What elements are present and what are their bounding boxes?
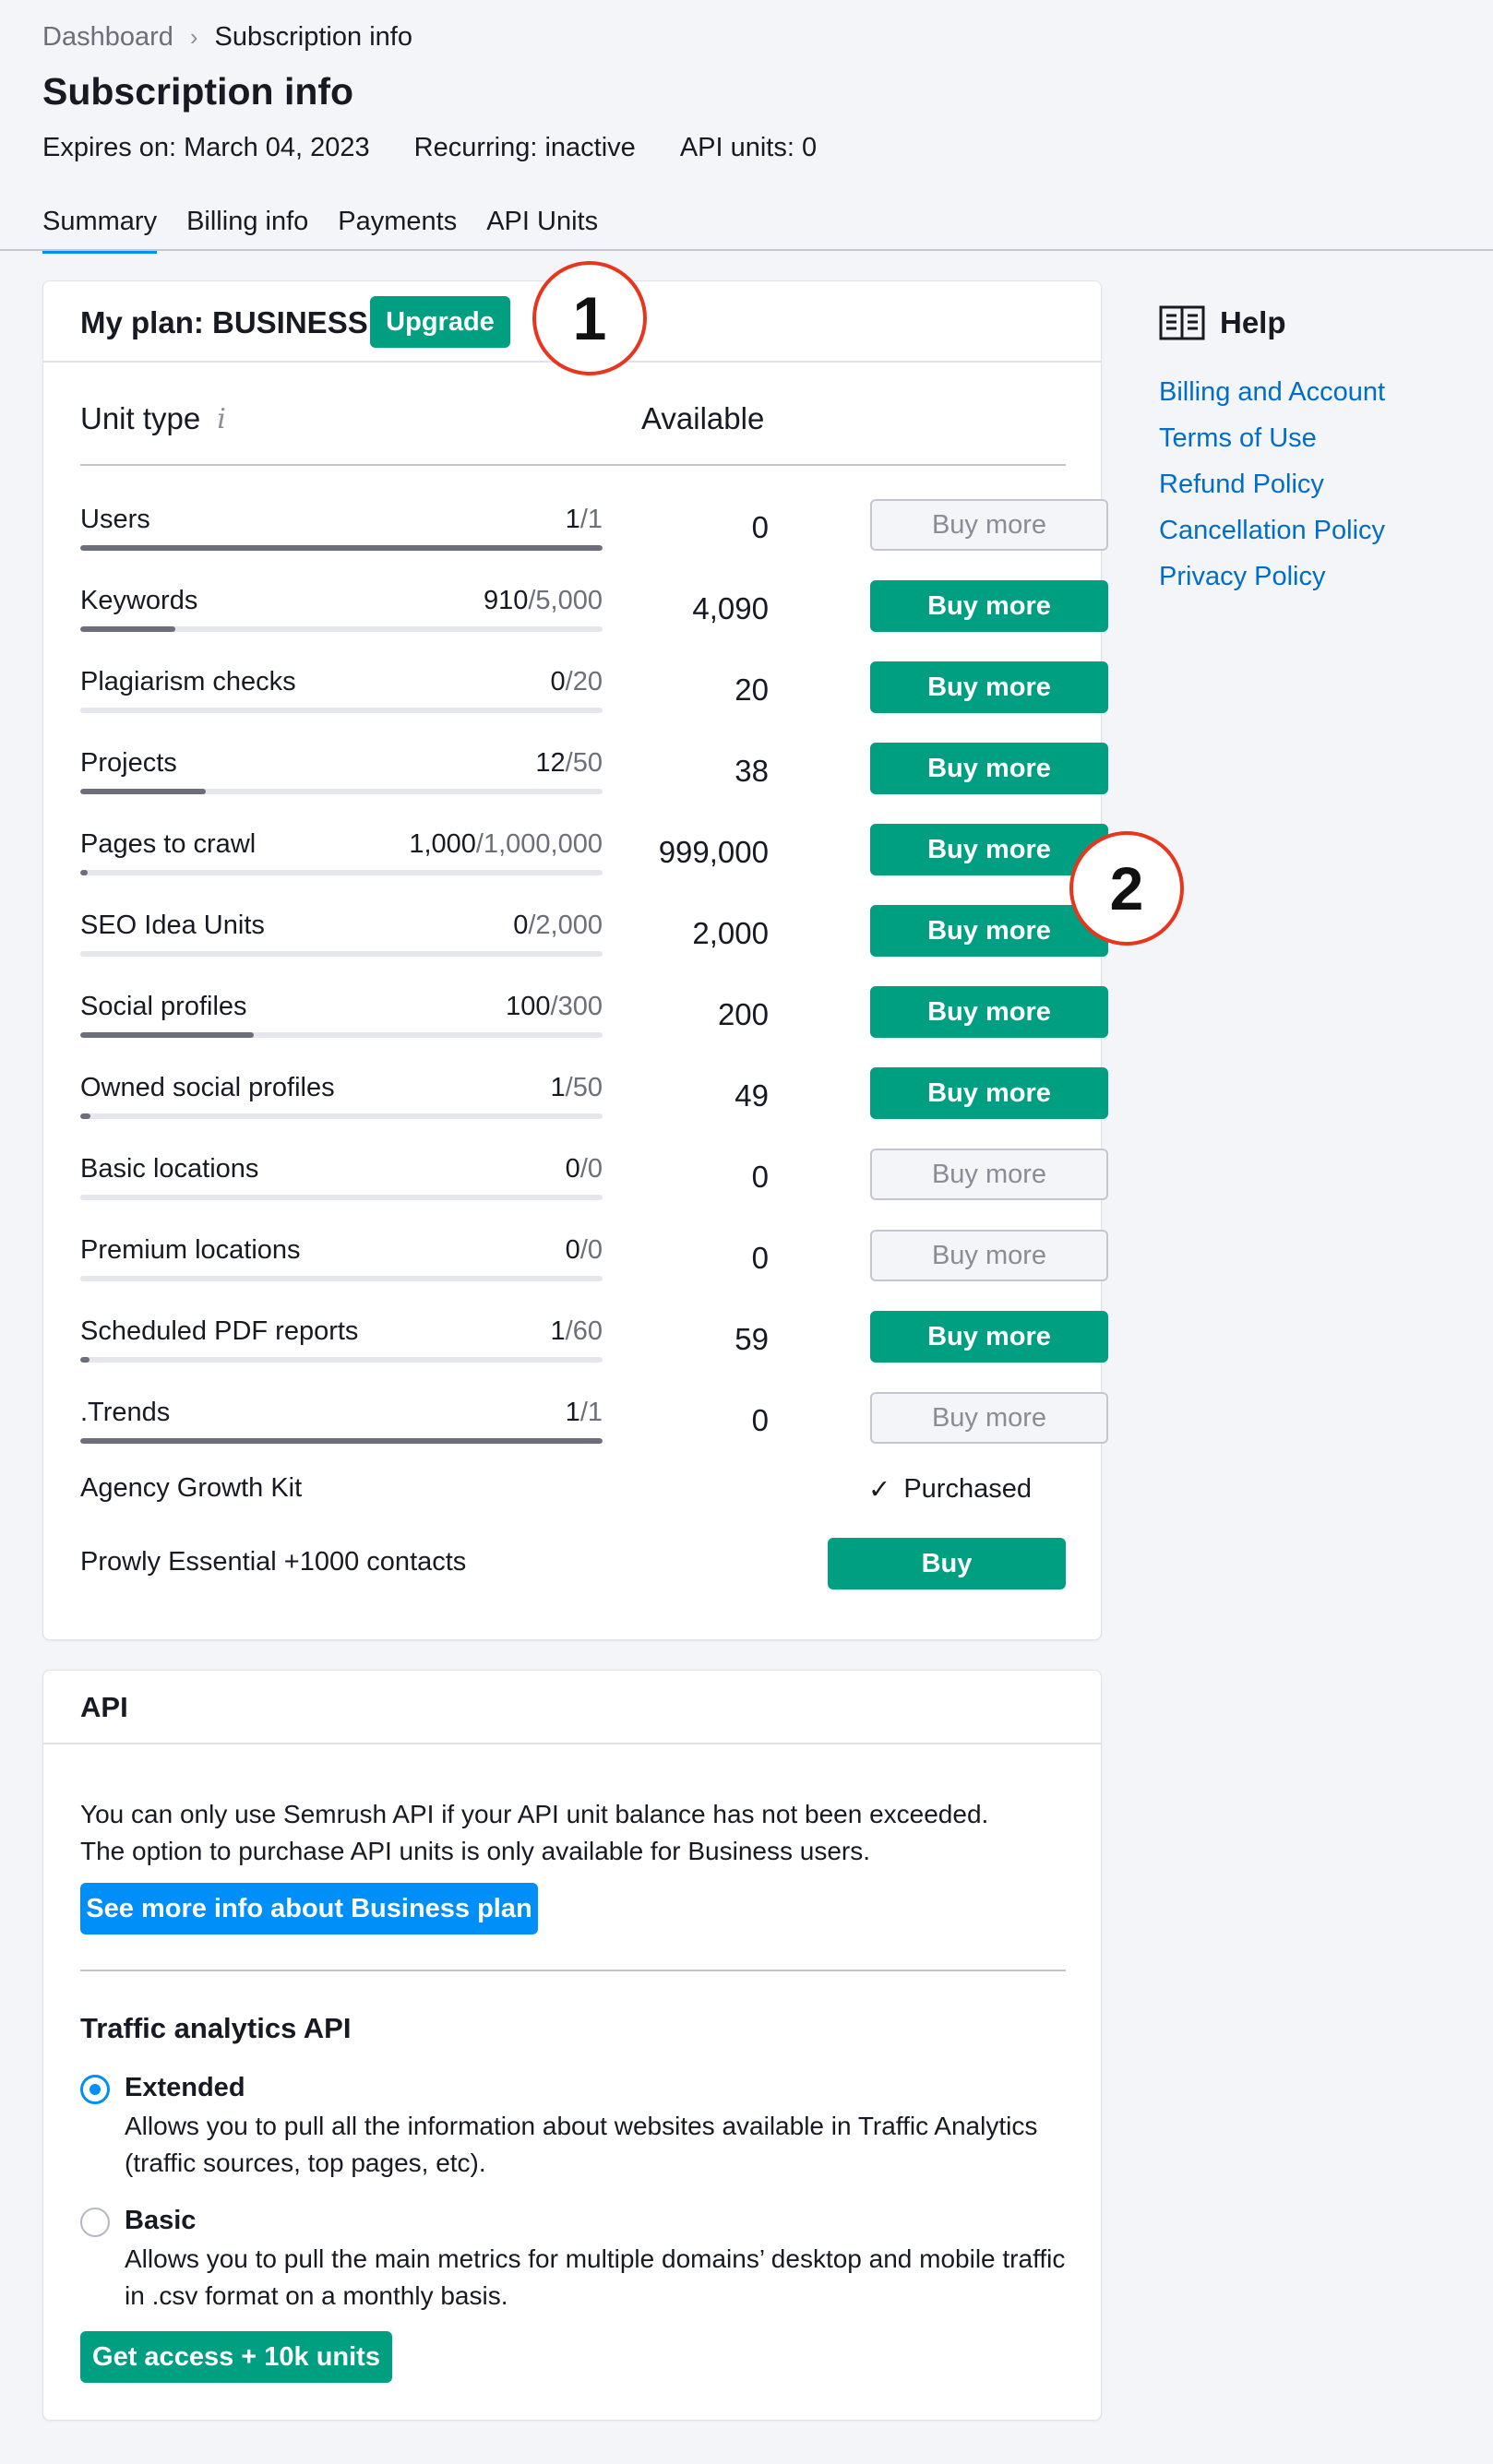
- unit-limit: /50: [565, 1073, 603, 1102]
- usage-bar-fill: [80, 789, 206, 794]
- extended-label[interactable]: Extended: [125, 2073, 245, 2102]
- unit-limit: /1: [579, 1398, 603, 1427]
- plan-card: [42, 280, 1144, 1640]
- api-card-header: [43, 1671, 1101, 1744]
- unit-row: [80, 1145, 1066, 1211]
- unit-used: 0: [513, 911, 529, 940]
- api-card: [42, 1670, 1102, 2421]
- unit-row: [80, 982, 1066, 1049]
- header-divider: [80, 464, 1066, 466]
- unit-used: 1,000: [409, 829, 476, 859]
- unit-available: 49: [735, 1078, 769, 1113]
- recurring-text: Recurring: inactive: [413, 133, 636, 162]
- unit-available: 200: [717, 997, 769, 1031]
- traffic-analytics-title: Traffic analytics API: [80, 2012, 352, 2044]
- tab-api-units[interactable]: API Units: [486, 207, 599, 236]
- prowly-buy-button[interactable]: Buy: [828, 1538, 1066, 1589]
- buy-more-button[interactable]: Buy more: [870, 661, 1108, 713]
- api-units-text: API units: 0: [679, 133, 818, 162]
- unit-name: Projects: [80, 748, 177, 778]
- help-link-privacy-policy[interactable]: Privacy Policy: [1159, 562, 1326, 591]
- basic-radio[interactable]: [80, 2208, 110, 2237]
- buy-more-button[interactable]: Buy more: [870, 1067, 1108, 1119]
- usage-bar: [80, 1357, 603, 1363]
- unit-usage: [566, 1398, 603, 1428]
- unit-usage: [484, 586, 603, 616]
- help-links: [1159, 369, 1385, 600]
- expires-text: Expires on: March 04, 2023: [42, 133, 370, 162]
- unit-limit: /300: [550, 992, 603, 1021]
- usage-bar: [80, 1438, 603, 1444]
- unit-usage: [506, 992, 603, 1022]
- unit-used: 100: [506, 992, 551, 1021]
- unit-usage: [566, 1235, 603, 1266]
- unit-limit: /0: [579, 1154, 603, 1184]
- unit-limit: /0: [579, 1235, 603, 1265]
- unit-limit: /2,000: [528, 911, 603, 940]
- unit-usage: [566, 505, 603, 535]
- usage-bar-fill: [80, 1438, 603, 1444]
- unit-limit: /1: [579, 505, 603, 534]
- buy-more-button[interactable]: Buy more: [870, 580, 1108, 632]
- unit-name: Basic locations: [80, 1154, 259, 1184]
- unit-name: Pages to crawl: [80, 829, 257, 859]
- check-icon: ✓: [868, 1475, 891, 1505]
- unit-limit: /60: [565, 1316, 603, 1346]
- unit-row: [80, 820, 1066, 887]
- unit-name: SEO Idea Units: [80, 911, 265, 940]
- unit-row: [80, 1064, 1066, 1130]
- purchased-status: [868, 1473, 1032, 1506]
- unit-used: 910: [483, 586, 529, 615]
- usage-bar: [80, 708, 603, 713]
- api-divider: [80, 1970, 1066, 1971]
- chevron-right-icon: ›: [189, 23, 198, 51]
- unit-name: Social profiles: [80, 992, 247, 1021]
- unit-limit: /1,000,000: [475, 829, 603, 859]
- unit-limit: /20: [565, 667, 603, 696]
- unit-row: [80, 495, 1066, 562]
- callout-marker-2: 2: [1069, 831, 1184, 946]
- unit-name: Premium locations: [80, 1235, 301, 1265]
- unit-row: [80, 577, 1066, 643]
- unit-available: 0: [751, 1241, 769, 1275]
- unit-limit: /5,000: [528, 586, 603, 615]
- unit-usage: [551, 1316, 603, 1347]
- unit-row: [80, 901, 1066, 968]
- buy-more-button[interactable]: Buy more: [870, 1392, 1108, 1444]
- basic-description: Allows you to pull the main metrics for multiple domains’ desktop and mobile traffic in .csv format on a monthly basis.: [125, 2244, 1066, 2310]
- unit-used: 1: [550, 1316, 566, 1346]
- unit-available: 59: [735, 1322, 769, 1356]
- plan-card-header: [43, 281, 1101, 363]
- api-description-line-1: You can only use Semrush API if your API unit balance has not been exceeded.: [80, 1800, 989, 1828]
- tab-summary[interactable]: Summary: [42, 207, 157, 254]
- upgrade-button[interactable]: Upgrade: [370, 296, 510, 348]
- buy-more-button[interactable]: Buy more: [870, 986, 1108, 1038]
- usage-bar: [80, 1113, 603, 1119]
- api-description: [80, 1796, 1077, 1870]
- unit-used: 1: [565, 505, 580, 534]
- unit-row: [80, 1388, 1066, 1455]
- usage-bar: [80, 1276, 603, 1281]
- api-description-line-2: The option to purchase API units is only available for Business users.: [80, 1837, 871, 1865]
- buy-more-button[interactable]: Buy more: [870, 743, 1108, 794]
- usage-bar: [80, 789, 603, 794]
- unit-used: 12: [535, 748, 566, 778]
- help-title: Help: [1220, 305, 1286, 339]
- unit-used: 1: [550, 1073, 566, 1102]
- unit-row: [80, 739, 1066, 805]
- unit-available: 4,090: [692, 591, 769, 625]
- unit-usage: [535, 748, 603, 779]
- callout-marker-1: 1: [532, 261, 647, 375]
- buy-more-button[interactable]: Buy more: [870, 499, 1108, 551]
- usage-bar-fill: [80, 870, 88, 875]
- help-link-billing-account[interactable]: Billing and Account: [1159, 377, 1386, 407]
- usage-bar-fill: [80, 626, 175, 632]
- unit-used: 1: [565, 1398, 580, 1427]
- usage-bar: [80, 626, 603, 632]
- api-title: API: [80, 1691, 128, 1723]
- tab-billing-info[interactable]: Billing info: [186, 207, 309, 236]
- usage-bar: [80, 545, 603, 551]
- help-panel: [1159, 304, 1385, 600]
- extended-radio[interactable]: [80, 2075, 110, 2104]
- tabs-divider: [0, 249, 1493, 251]
- unit-name: Plagiarism checks: [80, 667, 296, 696]
- unit-type-label: Unit type: [80, 401, 201, 435]
- unit-used: 0: [550, 667, 566, 696]
- buy-more-button[interactable]: Buy more: [870, 1149, 1108, 1200]
- usage-bar: [80, 951, 603, 957]
- unit-name: Keywords: [80, 586, 198, 615]
- buy-more-button[interactable]: Buy more: [870, 1230, 1108, 1281]
- usage-bar-fill: [80, 1032, 254, 1038]
- unit-name: Users: [80, 505, 150, 534]
- unit-available: 0: [751, 510, 769, 544]
- unit-available: 999,000: [658, 835, 769, 869]
- unit-row: [80, 1226, 1066, 1292]
- info-icon[interactable]: i: [217, 402, 226, 435]
- help-link-terms-of-use[interactable]: Terms of Use: [1159, 423, 1317, 453]
- prowly-label: Prowly Essential +1000 contacts: [80, 1547, 467, 1577]
- help-header: [1159, 304, 1385, 341]
- unit-row: [80, 1307, 1066, 1374]
- help-link-refund-policy[interactable]: Refund Policy: [1159, 470, 1324, 499]
- agency-growth-kit-label: Agency Growth Kit: [80, 1473, 303, 1503]
- unit-usage: [409, 829, 603, 860]
- breadcrumb: [42, 22, 412, 53]
- unit-usage: [551, 1073, 603, 1103]
- book-icon: [1159, 304, 1205, 341]
- breadcrumb-current: Subscription info: [214, 22, 412, 52]
- unit-used: 0: [565, 1154, 580, 1184]
- unit-name: Scheduled PDF reports: [80, 1316, 359, 1346]
- breadcrumb-dashboard-link[interactable]: Dashboard: [42, 22, 173, 52]
- tab-payments[interactable]: Payments: [338, 207, 458, 236]
- page-title: Subscription info: [42, 70, 354, 113]
- usage-bar-fill: [80, 545, 603, 551]
- unit-usage: [513, 911, 603, 941]
- unit-available: 38: [735, 754, 769, 788]
- available-header: Available: [641, 401, 765, 435]
- unit-used: 0: [565, 1235, 580, 1265]
- usage-bar: [80, 1032, 603, 1038]
- buy-more-button[interactable]: Buy more: [870, 824, 1108, 875]
- unit-usage: [566, 1154, 603, 1184]
- unit-available: 0: [751, 1403, 769, 1437]
- tab-bar: [42, 207, 598, 254]
- usage-bar-fill: [80, 1357, 90, 1363]
- unit-row: [80, 658, 1066, 724]
- basic-label[interactable]: Basic: [125, 2206, 197, 2235]
- unit-limit: /50: [565, 748, 603, 778]
- plan-title: My plan: BUSINESS: [80, 305, 368, 339]
- usage-bar: [80, 870, 603, 875]
- usage-bar-fill: [80, 1113, 90, 1119]
- unit-name: .Trends: [80, 1398, 171, 1427]
- subscription-meta: [42, 133, 817, 163]
- usage-bar: [80, 1195, 603, 1200]
- unit-available: 0: [751, 1160, 769, 1194]
- purchased-label: Purchased: [903, 1474, 1032, 1504]
- business-plan-info-button[interactable]: See more info about Business plan: [80, 1883, 538, 1934]
- unit-name: Owned social profiles: [80, 1073, 335, 1102]
- extended-description: Allows you to pull all the information about websites available in Traffic Analytics (traffic sources, top pages, etc).: [125, 2112, 1038, 2177]
- unit-available: 2,000: [692, 916, 769, 950]
- help-link-cancellation-policy[interactable]: Cancellation Policy: [1159, 516, 1386, 545]
- get-access-button[interactable]: Get access + 10k units: [80, 2331, 392, 2383]
- buy-more-button[interactable]: Buy more: [870, 905, 1108, 957]
- unit-available: 20: [735, 673, 769, 707]
- buy-more-button[interactable]: Buy more: [870, 1311, 1108, 1363]
- unit-usage: [551, 667, 603, 697]
- unit-type-header: [80, 401, 226, 436]
